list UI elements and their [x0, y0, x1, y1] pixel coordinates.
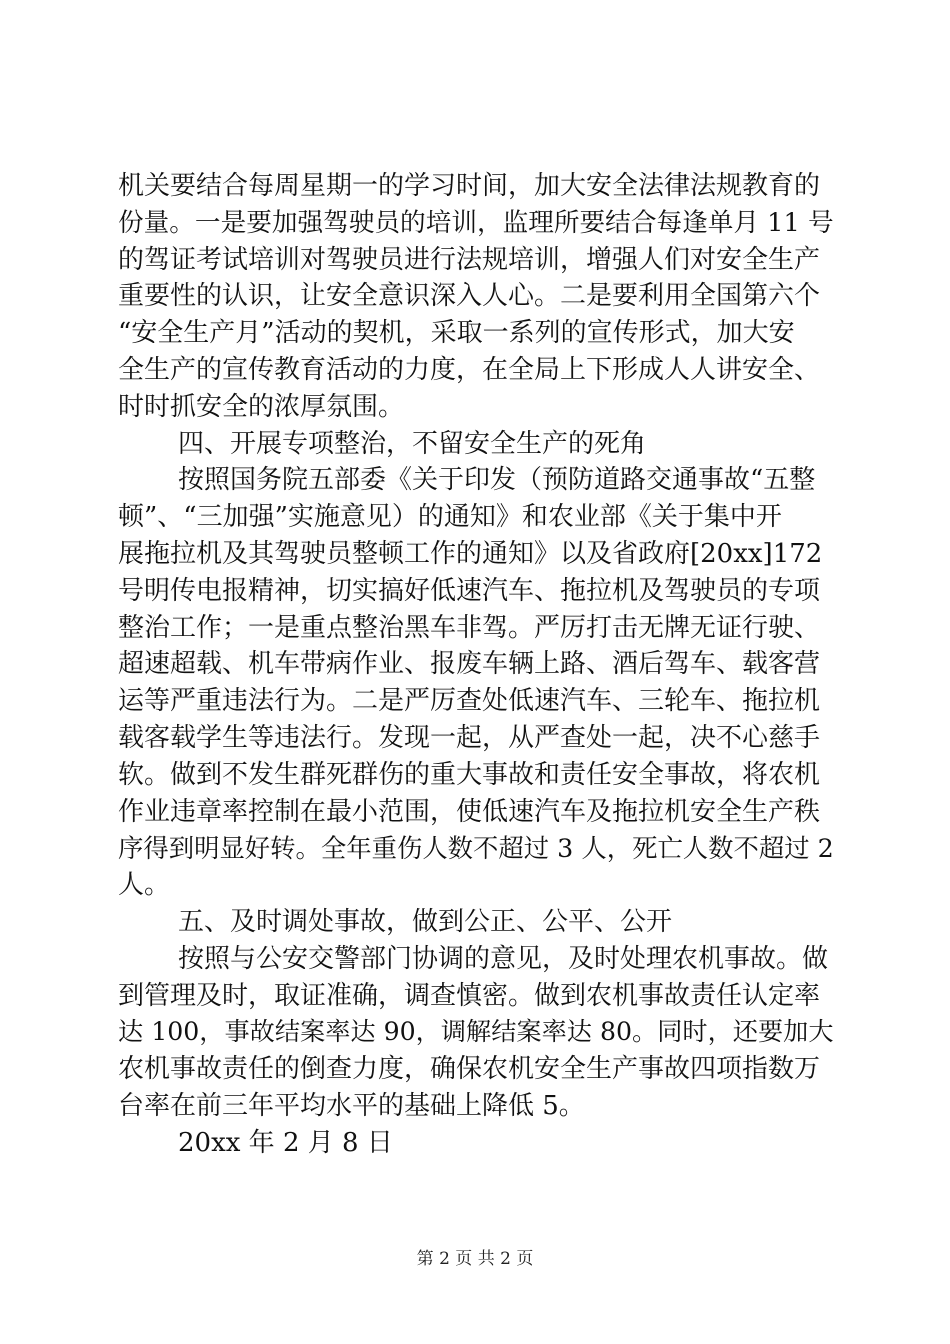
text-line: 台率在前三年平均水平的基础上降低 5。: [118, 1090, 585, 1121]
text-line: 号明传电报精神，切实搞好低速汽车、拖拉机及驾驶员的专项: [118, 575, 821, 606]
text-line: 机关要结合每周星期一的学习时间，加大安全法律法规教育的: [118, 171, 821, 201]
text-line: “安全生产月”活动的契机，采取一系列的宣传形式，加大安: [118, 318, 795, 349]
document-date: 20xx 年 2 月 8 日: [178, 1127, 393, 1158]
text-line: 的驾证考试培训对驾驶员进行法规培训，增强人们对安全生产: [118, 244, 821, 275]
text-line: 时时抓安全的浓厚氛围。: [118, 391, 405, 422]
document-body: [118, 168, 838, 1162]
section-heading: 五、及时调处事故，做到公正、公平、公开: [178, 906, 673, 937]
text-line: 展拖拉机及其驾驶员整顿工作的通知》以及省政府[20xx]172: [118, 538, 823, 569]
text-line: 份量。一是要加强驾驶员的培训，监理所要结合每逢单月 11 号: [118, 207, 834, 238]
text-line: 顿”、“三加强”实施意见）的通知》和农业部《关于集中开: [118, 502, 782, 533]
text-line: 整治工作；一是重点整治黑车非驾。严厉打击无牌无证行驶、: [118, 612, 821, 643]
text-line: 全生产的宣传教育活动的力度，在全局上下形成人人讲安全、: [118, 354, 821, 385]
text-line: 按照与公安交警部门协调的意见，及时处理农机事故。做: [178, 943, 829, 974]
text-line: 达 100，事故结案率达 90，调解结案率达 80。同时，还要加大: [118, 1017, 834, 1047]
text-line: 到管理及时，取证准确，调查慎密。做到农机事故责任认定率: [118, 980, 821, 1011]
text-line: 作业违章率控制在最小范围，使低速汽车及拖拉机安全生产秩: [118, 796, 821, 827]
text-line: 农机事故责任的倒查力度，确保农机安全生产事故四项指数万: [118, 1054, 821, 1085]
text-line: 载客载学生等违法行。发现一起，从严查处一起，决不心慈手: [118, 722, 821, 753]
text-line: 人。: [118, 870, 171, 901]
page-number-footer: 第 2 页 共 2 页: [416, 1249, 534, 1269]
text-line: 软。做到不发生群死群伤的重大事故和责任安全事故，将农机: [118, 759, 821, 790]
text-line: 重要性的认识，让安全意识深入人心。二是要利用全国第六个: [118, 281, 821, 312]
text-line: 超速超载、机车带病作业、报废车辆上路、酒后驾车、载客营: [118, 649, 821, 680]
text-line: 序得到明显好转。全年重伤人数不超过 3 人，死亡人数不超过 2: [118, 833, 834, 864]
section-heading: 四、开展专项整治，不留安全生产的死角: [178, 428, 647, 459]
text-line: 运等严重违法行为。二是严厉查处低速汽车、三轮车、拖拉机: [118, 686, 821, 717]
text-line: 按照国务院五部委《关于印发（预防道路交通事故“五整: [178, 465, 816, 496]
